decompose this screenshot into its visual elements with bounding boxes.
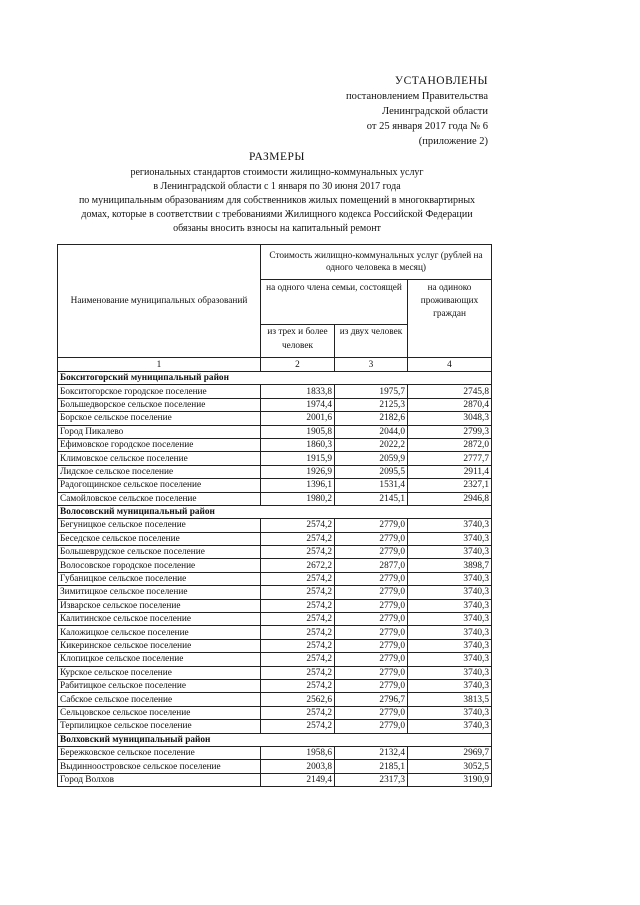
- cost-two: 1975,7: [335, 385, 408, 398]
- cost-single: 3740,3: [408, 706, 492, 719]
- cost-single: 3740,3: [408, 532, 492, 545]
- municipality-name: Губаницкое сельское поселение: [58, 572, 261, 585]
- district-name: Волховский муниципальный район: [58, 733, 492, 746]
- header-single: на одиноко проживающих граждан: [408, 280, 492, 358]
- municipality-name: Радогощинское сельское поселение: [58, 479, 261, 492]
- cost-single: 2872,0: [408, 438, 492, 451]
- cost-three-plus: 1926,9: [261, 465, 335, 478]
- cost-three-plus: 2574,2: [261, 666, 335, 679]
- table-row: [58, 438, 492, 451]
- cost-two: 2779,0: [335, 706, 408, 719]
- cost-single: 3740,3: [408, 599, 492, 612]
- table-row: [58, 398, 492, 411]
- cost-three-plus: 2574,2: [261, 599, 335, 612]
- cost-three-plus: 2574,2: [261, 639, 335, 652]
- table-body: [58, 372, 492, 787]
- header-cost: Стоимость жилищно-коммунальных услуг (рублей на одного человека в месяц): [261, 245, 492, 280]
- cost-two: 2022,2: [335, 438, 408, 451]
- approval-line-3: от 25 января 2017 года № 6: [366, 121, 488, 132]
- cost-two: 2317,3: [335, 773, 408, 786]
- table-row: [58, 613, 492, 626]
- table-row: [58, 653, 492, 666]
- cost-single: 2777,7: [408, 452, 492, 465]
- header-two: из двух человек: [335, 325, 408, 358]
- cost-three-plus: 1833,8: [261, 385, 335, 398]
- cost-three-plus: 2574,2: [261, 572, 335, 585]
- cost-two: 2796,7: [335, 693, 408, 706]
- municipality-name: Зимитицкое сельское поселение: [58, 586, 261, 599]
- cost-two: 2877,0: [335, 559, 408, 572]
- table-row: [58, 425, 492, 438]
- municipality-name: Терпилицкое сельское поселение: [58, 720, 261, 733]
- table-row: [58, 492, 492, 505]
- district-row: [58, 505, 492, 518]
- cost-single: 3740,3: [408, 653, 492, 666]
- cost-two: 2044,0: [335, 425, 408, 438]
- cost-single: 3740,3: [408, 626, 492, 639]
- cost-two: 2779,0: [335, 720, 408, 733]
- cost-three-plus: 2562,6: [261, 693, 335, 706]
- municipality-name: Выдинноостровское сельское поселение: [58, 760, 261, 773]
- cost-single: 3740,3: [408, 586, 492, 599]
- table-row: [58, 572, 492, 585]
- cost-three-plus: 2574,2: [261, 613, 335, 626]
- header-name: Наименование муниципальных образований: [58, 245, 261, 358]
- cost-single: 3048,3: [408, 412, 492, 425]
- cost-three-plus: 2574,2: [261, 532, 335, 545]
- cost-three-plus: 2574,2: [261, 546, 335, 559]
- col-number-2: 2: [261, 358, 335, 372]
- table-row: [58, 532, 492, 545]
- cost-three-plus: 2149,4: [261, 773, 335, 786]
- table-row: [58, 706, 492, 719]
- cost-single: 3740,3: [408, 666, 492, 679]
- cost-three-plus: 1958,6: [261, 746, 335, 759]
- cost-single: 3740,3: [408, 613, 492, 626]
- municipality-name: Сабское сельское поселение: [58, 693, 261, 706]
- municipality-name: Большеврудское сельское поселение: [58, 546, 261, 559]
- cost-single: 2745,8: [408, 385, 492, 398]
- cost-two: 2779,0: [335, 653, 408, 666]
- cost-single: 3898,7: [408, 559, 492, 572]
- cost-two: 2779,0: [335, 572, 408, 585]
- col-number-3: 3: [335, 358, 408, 372]
- cost-single: 2799,3: [408, 425, 492, 438]
- cost-two: 2779,0: [335, 519, 408, 532]
- municipality-name: Беседское сельское поселение: [58, 532, 261, 545]
- cost-two: 2779,0: [335, 546, 408, 559]
- cost-two: 2779,0: [335, 679, 408, 692]
- cost-two: 2779,0: [335, 626, 408, 639]
- district-name: Бокситогорский муниципальный район: [58, 372, 492, 385]
- table-row: [58, 720, 492, 733]
- title-line-1: региональных стандартов стоимости жилищно-коммунальных услуг: [130, 167, 424, 178]
- cost-three-plus: 2574,2: [261, 626, 335, 639]
- municipality-name: Бокситогорское городское поселение: [58, 385, 261, 398]
- municipality-name: Климовское сельское поселение: [58, 452, 261, 465]
- cost-three-plus: 2574,2: [261, 720, 335, 733]
- cost-three-plus: 1915,9: [261, 452, 335, 465]
- table-row: [58, 412, 492, 425]
- municipality-name: Кикеринское сельское поселение: [58, 639, 261, 652]
- municipality-name: Волосовское городское поселение: [58, 559, 261, 572]
- table-row: [58, 519, 492, 532]
- table-row: [58, 639, 492, 652]
- table-row: [58, 773, 492, 786]
- cost-two: 2185,1: [335, 760, 408, 773]
- municipality-name: Борское сельское поселение: [58, 412, 261, 425]
- cost-three-plus: 2001,6: [261, 412, 335, 425]
- municipality-name: Ефимовское городское поселение: [58, 438, 261, 451]
- cost-three-plus: 1905,8: [261, 425, 335, 438]
- cost-two: 2182,6: [335, 412, 408, 425]
- cost-two: 2059,9: [335, 452, 408, 465]
- cost-three-plus: 2574,2: [261, 679, 335, 692]
- cost-single: 3740,3: [408, 639, 492, 652]
- cost-three-plus: 2574,2: [261, 706, 335, 719]
- cost-two: 2779,0: [335, 532, 408, 545]
- approval-heading: УСТАНОВЛЕНЫ: [394, 75, 488, 87]
- cost-single: 3740,3: [408, 572, 492, 585]
- municipality-name: Город Пикалево: [58, 425, 261, 438]
- municipality-name: Сельцовское сельское поселение: [58, 706, 261, 719]
- municipality-name: Рабитицкое сельское поселение: [58, 679, 261, 692]
- cost-three-plus: 2003,8: [261, 760, 335, 773]
- cost-single: 2969,7: [408, 746, 492, 759]
- cost-single: 3740,3: [408, 679, 492, 692]
- municipality-name: Каложицкое сельское поселение: [58, 626, 261, 639]
- cost-single: 3740,3: [408, 720, 492, 733]
- cost-single: 2911,4: [408, 465, 492, 478]
- cost-three-plus: 2672,2: [261, 559, 335, 572]
- table-row: [58, 385, 492, 398]
- cost-two: 2145,1: [335, 492, 408, 505]
- cost-single: 3813,5: [408, 693, 492, 706]
- document-title: [60, 150, 494, 236]
- table-row: [58, 746, 492, 759]
- municipality-name: Калитинское сельское поселение: [58, 613, 261, 626]
- title-main: РАЗМЕРЫ: [249, 151, 305, 163]
- table-row: [58, 693, 492, 706]
- table-row: [58, 666, 492, 679]
- cost-two: 2779,0: [335, 666, 408, 679]
- col-number-1: 1: [58, 358, 261, 372]
- cost-three-plus: 1974,4: [261, 398, 335, 411]
- cost-two: 2779,0: [335, 586, 408, 599]
- header-family: на одного члена семьи, состоящей: [261, 280, 408, 325]
- cost-two: 2125,3: [335, 398, 408, 411]
- approval-line-4: (приложение 2): [418, 136, 488, 147]
- cost-single: 2946,8: [408, 492, 492, 505]
- municipality-name: Бегуницкое сельское поселение: [58, 519, 261, 532]
- table-row: [58, 599, 492, 612]
- cost-two: 2779,0: [335, 613, 408, 626]
- table-row: [58, 586, 492, 599]
- approval-line-1: постановлением Правительства: [345, 91, 488, 102]
- cost-three-plus: 2574,2: [261, 653, 335, 666]
- cost-single: 2327,1: [408, 479, 492, 492]
- cost-two: 2779,0: [335, 599, 408, 612]
- cost-three-plus: 1860,3: [261, 438, 335, 451]
- title-line-5: обязаны вносить взносы на капитальный ремонт: [173, 223, 381, 234]
- municipality-name: Клопицкое сельское поселение: [58, 653, 261, 666]
- table-row: [58, 559, 492, 572]
- cost-three-plus: 1396,1: [261, 479, 335, 492]
- cost-single: 3740,3: [408, 519, 492, 532]
- cost-two: 2779,0: [335, 639, 408, 652]
- municipality-name: Город Волхов: [58, 773, 261, 786]
- title-line-2: в Ленинградской области с 1 января по 30 июня 2017 года: [153, 181, 401, 192]
- district-name: Волосовский муниципальный район: [58, 505, 492, 518]
- table-row: [58, 626, 492, 639]
- title-line-3: по муниципальным образованиям для собственников жилых помещений в многоквартирных: [78, 195, 476, 206]
- district-row: [58, 733, 492, 746]
- table-row: [58, 546, 492, 559]
- cost-single: 3052,5: [408, 760, 492, 773]
- cost-three-plus: 2574,2: [261, 519, 335, 532]
- cost-single: 3740,3: [408, 546, 492, 559]
- title-line-4: домах, которые в соответствии с требованиями Жилищного кодекса Российской Федерации: [81, 209, 473, 220]
- municipality-name: Изварское сельское поселение: [58, 599, 261, 612]
- cost-single: 2870,4: [408, 398, 492, 411]
- table-row: [58, 760, 492, 773]
- table-row: [58, 452, 492, 465]
- municipality-name: Самойловское сельское поселение: [58, 492, 261, 505]
- table-row: [58, 465, 492, 478]
- cost-two: 2095,5: [335, 465, 408, 478]
- col-number-4: 4: [408, 358, 492, 372]
- municipality-name: Лидское сельское поселение: [58, 465, 261, 478]
- standards-table: [57, 244, 492, 787]
- cost-single: 3190,9: [408, 773, 492, 786]
- district-row: [58, 372, 492, 385]
- table-row: [58, 479, 492, 492]
- header-three-plus: из трех и более человек: [261, 325, 335, 358]
- cost-two: 1531,4: [335, 479, 408, 492]
- cost-three-plus: 2574,2: [261, 586, 335, 599]
- table-row: [58, 679, 492, 692]
- municipality-name: Бережковское сельское поселение: [58, 746, 261, 759]
- cost-two: 2132,4: [335, 746, 408, 759]
- municipality-name: Курское сельское поселение: [58, 666, 261, 679]
- municipality-name: Большедворское сельское поселение: [58, 398, 261, 411]
- approval-line-2: Ленинградской области: [382, 106, 488, 117]
- cost-three-plus: 1980,2: [261, 492, 335, 505]
- approval-block: [346, 74, 488, 149]
